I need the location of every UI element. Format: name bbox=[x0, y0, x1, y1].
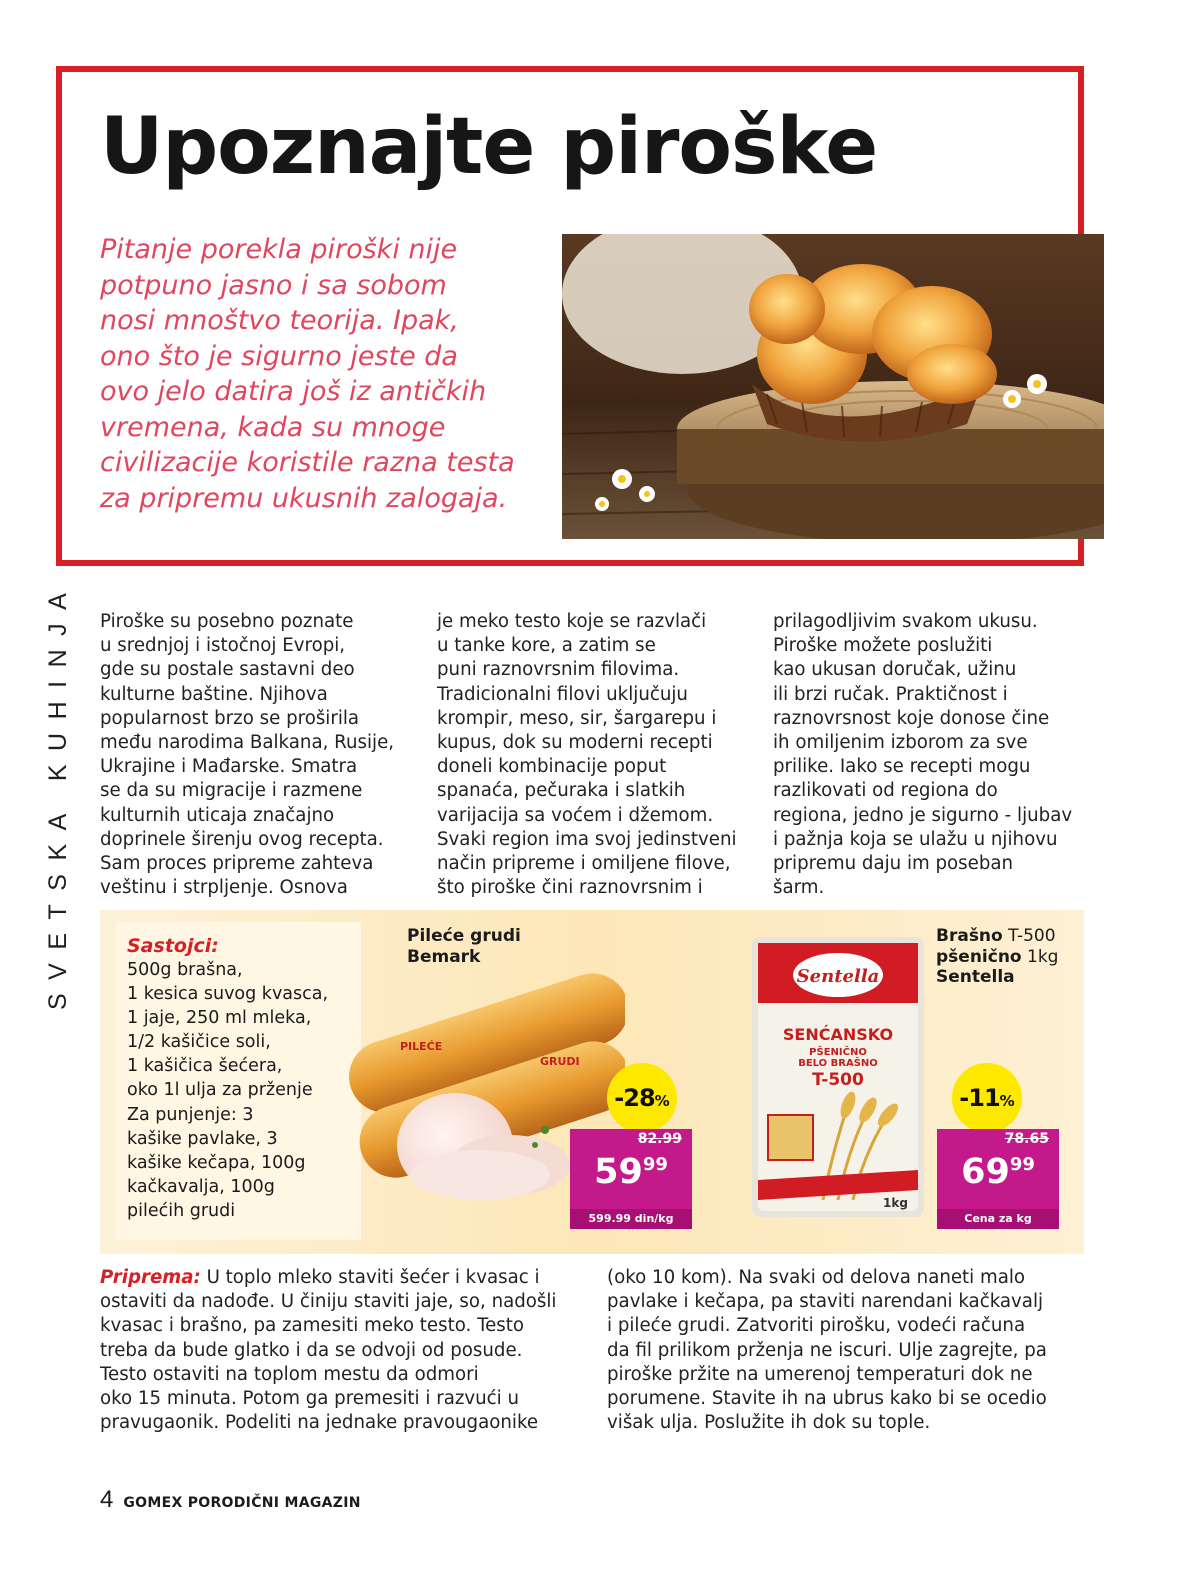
section-label: SVETSKA KUHINJA bbox=[44, 579, 72, 1010]
preparation-column-2 bbox=[607, 1266, 1077, 1435]
lead-line: civilizacije koristile razna testa bbox=[100, 447, 515, 478]
unit-price: Cena za kg bbox=[937, 1209, 1059, 1229]
text-line: način pripreme i omiljene filove, bbox=[437, 853, 731, 875]
product-name-line: Pileće grudi bbox=[407, 926, 521, 946]
ingredient-line: 1/2 kašičice soli, bbox=[127, 1032, 271, 1053]
price-decimal: 99 bbox=[642, 1154, 668, 1175]
package-weight: 1kg bbox=[883, 1196, 908, 1210]
discount-value: -11 bbox=[959, 1084, 1000, 1112]
product-name-rest: 1kg bbox=[1021, 946, 1059, 967]
ingredient-line: 1 kašičica šećera, bbox=[127, 1056, 283, 1077]
piroske-basket-illustration bbox=[562, 234, 1104, 539]
text-line: kvasac i brašno, pa zamesiti meko testo. Testo bbox=[100, 1315, 525, 1337]
price-tag-flour bbox=[937, 1129, 1059, 1229]
text-line: Tradicionalni filovi uključuju bbox=[437, 683, 688, 705]
package-line: SENĆANSKO bbox=[782, 1025, 894, 1044]
product-name-rest: T-500 bbox=[1002, 926, 1056, 946]
ingredient-line: kačkavalja, 100g bbox=[127, 1176, 275, 1197]
text-line: porumene. Stavite ih na ubrus kako bi se ocedio bbox=[607, 1388, 1047, 1410]
text-line: Svaki region ima svoj jedinstveni bbox=[437, 828, 737, 850]
product-name-bold: pšenično bbox=[936, 946, 1022, 967]
text-line: oko 15 minuta. Potom ga premesiti i razvući u bbox=[100, 1388, 520, 1410]
text-line: veštinu i strpljenje. Osnova bbox=[100, 877, 348, 899]
text-line: raznovrsnost koje donose čine bbox=[773, 707, 1050, 729]
lead-line: ovo jelo datira još iz antičkih bbox=[100, 376, 487, 407]
text-line: Piroške su posebno poznate bbox=[100, 611, 354, 632]
text-line: među narodima Balkana, Rusije, bbox=[100, 732, 395, 754]
text-line: pripremu daju im poseban bbox=[773, 853, 1014, 875]
article-column-2 bbox=[437, 610, 762, 900]
text-line: što piroške čini raznovrsnim i bbox=[437, 877, 703, 899]
discount-percent: % bbox=[654, 1092, 670, 1110]
magazine-name: GOMEX PORODIČNI MAGAZIN bbox=[123, 1495, 361, 1511]
article-column-1 bbox=[100, 610, 415, 900]
text-line: višak ulja. Poslužite ih dok su tople. bbox=[607, 1412, 931, 1434]
text-line: da fil prilikom prženja ne iscuri. Ulje zagrejte, pa bbox=[607, 1339, 1047, 1361]
text-line: kulturne baštine. Njihova bbox=[100, 683, 328, 705]
article-column-3 bbox=[773, 610, 1093, 900]
text-line: piroške pržite na umerenoj temperaturi dok ne bbox=[607, 1363, 1033, 1385]
ingredient-line: 500g brašna, bbox=[127, 960, 243, 980]
discount-badge bbox=[952, 1063, 1022, 1133]
flour-package-image bbox=[748, 935, 928, 1220]
text-line: pavlake i kečapa, pa staviti narendani kačkavalj bbox=[607, 1291, 1044, 1313]
text-line: krompir, meso, sir, šargarepu i bbox=[437, 707, 717, 729]
text-line: varijacija sa voćem i džemom. bbox=[437, 804, 714, 826]
ingredient-line: kašike kečapa, 100g bbox=[127, 1152, 306, 1173]
old-price: 82.99 bbox=[637, 1131, 682, 1147]
text-line: puni raznovrsnim filovima. bbox=[437, 659, 680, 681]
package-label: GRUDI bbox=[540, 1055, 580, 1068]
lead-line: nosi mnoštvo teorija. Ipak, bbox=[100, 305, 459, 336]
text-line bbox=[100, 1266, 570, 1290]
ingredient-line: 1 jaje, 250 ml mleka, bbox=[127, 1008, 312, 1029]
text-line: spanaća, pečuraka i slatkih bbox=[437, 780, 686, 802]
price-tag-chicken bbox=[570, 1129, 692, 1229]
page-title: Upoznajte piroške bbox=[100, 102, 878, 192]
ingredient-line: kašike pavlake, 3 bbox=[127, 1128, 278, 1149]
product-name-line bbox=[936, 947, 1058, 968]
text-line: prilike. Iako se recepti mogu bbox=[773, 756, 1031, 778]
text-line: ih omiljenim izborom za sve bbox=[773, 732, 1028, 754]
package-brand: Sentella bbox=[796, 966, 880, 987]
ingredient-line: Za punjenje: 3 bbox=[127, 1104, 254, 1125]
preparation-label: Priprema: bbox=[100, 1267, 201, 1288]
package-label: PILEĆE bbox=[400, 1040, 443, 1053]
price-integer: 59 bbox=[594, 1152, 643, 1192]
text-line: Ukrajine i Mađarske. Smatra bbox=[100, 756, 358, 778]
text-line: gde su postale sastavni deo bbox=[100, 659, 355, 681]
ingredients-box bbox=[116, 922, 361, 1240]
page-footer bbox=[100, 1486, 361, 1514]
lead-paragraph bbox=[100, 232, 550, 516]
text-line: i pažnja koja se ulažu u njihovu bbox=[773, 828, 1058, 850]
product-name-line bbox=[936, 926, 1058, 947]
text-span: U toplo mleko staviti šećer i kvasac i bbox=[200, 1267, 540, 1288]
price-decimal: 99 bbox=[1009, 1154, 1035, 1175]
text-line: je meko testo koje se razvlači bbox=[437, 611, 707, 632]
text-line: Piroške možete poslužiti bbox=[773, 635, 993, 657]
text-line: popularnost brzo se proširila bbox=[100, 707, 360, 729]
lead-line: potpuno jasno i sa sobom bbox=[100, 269, 447, 301]
new-price bbox=[570, 1151, 692, 1193]
ingredients-title: Sastojci: bbox=[127, 935, 219, 957]
text-line: u srednjoj i istočnoj Evropi, bbox=[100, 635, 346, 657]
product-name-flour bbox=[936, 926, 1058, 988]
product-name-bold: Brašno bbox=[936, 926, 1003, 946]
text-line: Sam proces pripreme zahteva bbox=[100, 853, 374, 875]
text-line: pravugaonik. Podeliti na jednake pravougaonike bbox=[100, 1412, 539, 1434]
discount-badge bbox=[607, 1063, 677, 1133]
text-line: kao ukusan doručak, užinu bbox=[773, 659, 1017, 681]
ingredient-line: 1 kesica suvog kvasca, bbox=[127, 984, 329, 1005]
price-integer: 69 bbox=[961, 1152, 1010, 1192]
text-line: ostaviti da nadođe. U činiju staviti jaje, so, nadošli bbox=[100, 1291, 557, 1313]
text-line: (oko 10 kom). Na svaki od delova naneti malo bbox=[607, 1267, 1026, 1288]
lead-line: Pitanje porekla piroški nije bbox=[100, 234, 458, 265]
new-price bbox=[937, 1151, 1059, 1193]
product-name-line: Sentella bbox=[936, 967, 1015, 987]
text-line: Testo ostaviti na toplom mestu da odmori bbox=[100, 1363, 479, 1385]
preparation-column-1 bbox=[100, 1266, 570, 1435]
discount-value: -28 bbox=[614, 1084, 655, 1112]
discount-percent: % bbox=[999, 1092, 1015, 1110]
ingredient-line: pilećih grudi bbox=[127, 1200, 236, 1221]
text-line: se da su migracije i razmene bbox=[100, 780, 363, 802]
lead-line: za pripremu ukusnih zalogaja. bbox=[100, 482, 508, 514]
old-price: 78.65 bbox=[1004, 1131, 1049, 1147]
text-line: kulturnih uticaja značajno bbox=[100, 804, 335, 826]
ingredient-line: oko 1l ulja za prženje bbox=[127, 1080, 313, 1101]
text-line: u tanke kore, a zatim se bbox=[437, 635, 656, 657]
package-line: T-500 bbox=[812, 1070, 864, 1090]
text-line: kupus, dok su moderni recepti bbox=[437, 732, 713, 754]
text-line: regiona, jedno je sigurno - ljubav bbox=[773, 804, 1073, 826]
lead-line: vremena, kada su mnoge bbox=[100, 411, 446, 443]
lead-line: ono što je sigurno jeste da bbox=[100, 340, 458, 372]
text-line: doprinele širenju ovog recepta. bbox=[100, 828, 384, 850]
text-line: ili brzi ručak. Praktičnost i bbox=[773, 683, 1008, 705]
page-number: 4 bbox=[100, 1486, 114, 1513]
text-line: prilagodljivim svakom ukusu. bbox=[773, 611, 1038, 632]
hero-photo-piroske bbox=[562, 234, 1104, 539]
text-line: šarm. bbox=[773, 877, 825, 899]
text-line: treba da bude glatko i da se odvoji od posude. bbox=[100, 1339, 523, 1361]
package-line: PŠENIČNO bbox=[809, 1047, 867, 1058]
package-line: BELO BRAŠNO bbox=[798, 1058, 878, 1069]
text-line: i pileće grudi. Zatvoriti pirošku, vodeći računa bbox=[607, 1315, 1026, 1337]
text-line: doneli kombinacije poput bbox=[437, 756, 667, 778]
product-name-line: Bemark bbox=[407, 946, 481, 967]
text-line: razlikovati od regiona do bbox=[773, 780, 998, 802]
unit-price: 599.99 din/kg bbox=[570, 1209, 692, 1229]
